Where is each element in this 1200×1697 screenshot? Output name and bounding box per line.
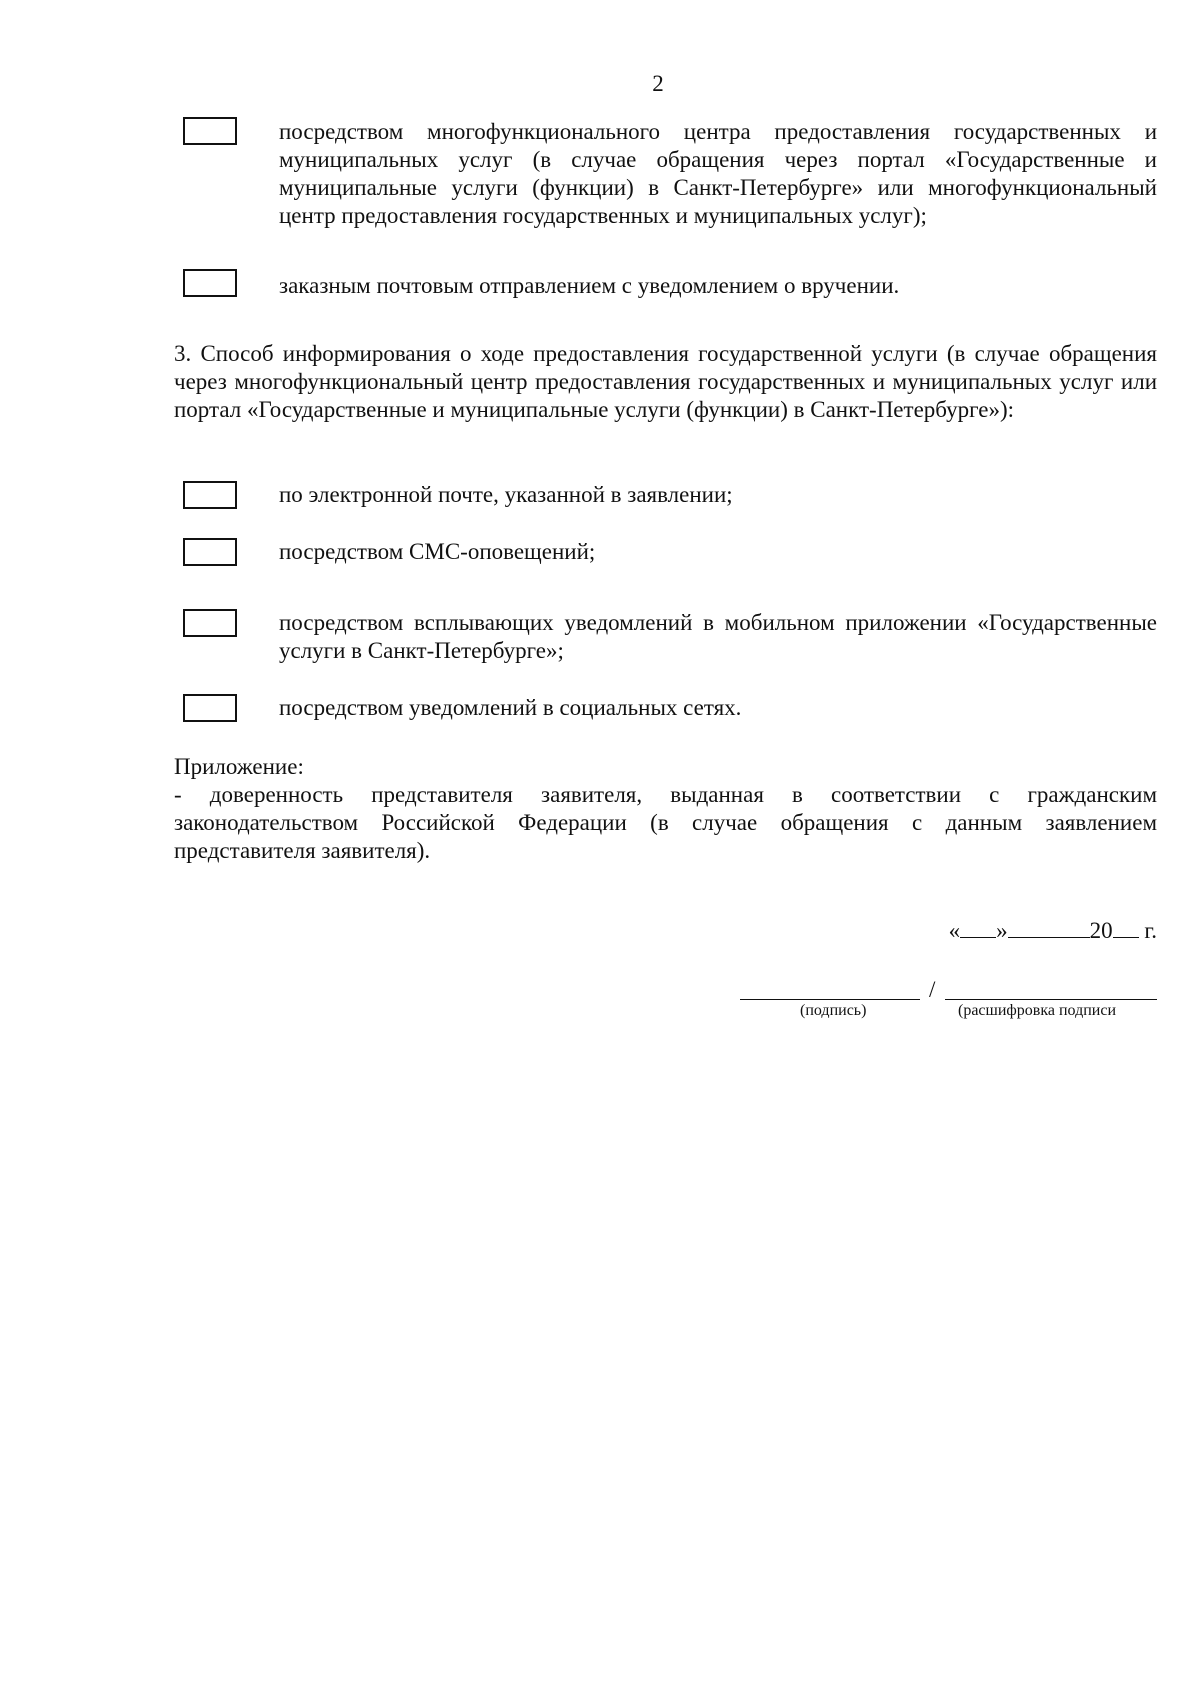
signature-caption: (подпись) (800, 1002, 867, 1019)
date-suffix: г. (1144, 918, 1157, 943)
checkbox-delivery-mfc[interactable] (183, 117, 237, 145)
date-line (949, 915, 1157, 945)
date-year-blank[interactable] (1113, 915, 1139, 938)
signature-blank[interactable] (740, 999, 920, 1000)
delivery-option-post-label: заказным почтовым отправлением с уведомлением о вручении. (279, 273, 900, 298)
attachment-item: - доверенность представителя заявителя, выданная в соответствии с гражданским законодательством Российской Федерации (в случае обращения с данным заявлением представителя заявителя). (174, 782, 1157, 863)
checkbox-notify-sms[interactable] (183, 538, 237, 566)
date-year-prefix: 20 (1089, 918, 1113, 943)
signature-decode-caption: (расшифровка подписи (958, 1002, 1116, 1019)
attachment-title: Приложение: (174, 754, 304, 779)
checkbox-notify-social[interactable] (183, 694, 237, 722)
date-close-quote: » (996, 918, 1008, 943)
notify-option-email-label: по электронной почте, указанной в заявлении; (279, 482, 733, 507)
notify-option-sms-label: посредством СМС-оповещений; (279, 539, 596, 564)
page-number: 2 (652, 71, 664, 96)
checkbox-notify-email[interactable] (183, 481, 237, 509)
date-open-quote: « (948, 918, 961, 943)
section-3-heading: 3. Способ информирования о ходе предоставления государственной услуги (в случае обращения через многофункциональный центр предоставления государственных и муниципальных услуг или портал «Государственные и муниципальные услуги (функции) в Санкт-Петербурге»): (174, 341, 1157, 422)
signature-decode-blank[interactable] (945, 999, 1157, 1000)
notify-option-push-label: посредством всплывающих уведомлений в мобильном приложении «Государственные услуги в Санкт-Петербурге»; (279, 610, 1157, 663)
signature-line (740, 970, 1157, 1000)
checkbox-notify-push[interactable] (183, 609, 237, 637)
signature-slash: / (929, 977, 936, 1002)
delivery-option-mfc-label: посредством многофункционального центра предоставления государственных и муниципальных услуг (в случае обращения через портал «Государственные и муниципальные услуги (функции) в Санкт-Петербурге» или многофункциональный центр предоставления государственных и муниципальных услуг); (279, 119, 1157, 228)
date-day-blank[interactable] (960, 915, 996, 938)
checkbox-delivery-post[interactable] (183, 269, 237, 297)
date-month-blank[interactable] (1008, 915, 1090, 938)
notify-option-social-label: посредством уведомлений в социальных сетях. (279, 695, 742, 720)
